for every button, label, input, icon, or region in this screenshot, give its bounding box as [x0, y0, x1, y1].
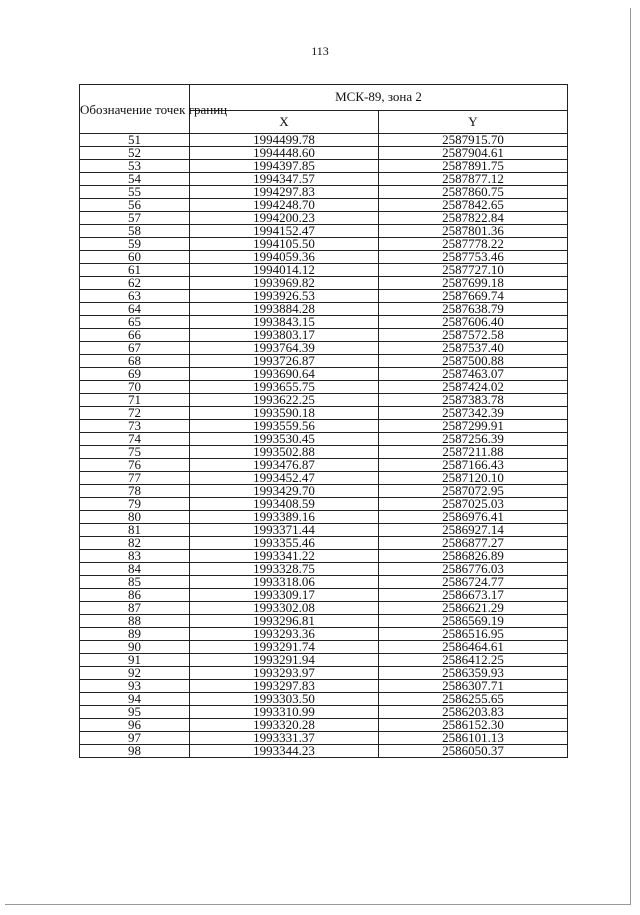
point-number-cell: 81: [80, 524, 190, 537]
point-number-cell: 72: [80, 407, 190, 420]
point-number-cell: 98: [80, 745, 190, 758]
y-coordinate-cell: 2587463.07: [379, 368, 568, 381]
x-coordinate-cell: 1993764.39: [190, 342, 379, 355]
x-coordinate-cell: 1993303.50: [190, 693, 379, 706]
y-coordinate-cell: 2587727.10: [379, 264, 568, 277]
x-coordinate-cell: 1993320.28: [190, 719, 379, 732]
x-coordinate-cell: 1994397.85: [190, 160, 379, 173]
x-coordinate-cell: 1994347.57: [190, 173, 379, 186]
point-number-cell: 61: [80, 264, 190, 277]
table-body: [80, 134, 568, 758]
y-coordinate-cell: 2587822.84: [379, 212, 568, 225]
y-coordinate-cell: 2587915.70: [379, 134, 568, 147]
y-column-header: Y: [379, 110, 568, 133]
x-coordinate-cell: 1993590.18: [190, 407, 379, 420]
point-number-cell: 59: [80, 238, 190, 251]
point-number-cell: 69: [80, 368, 190, 381]
x-coordinate-cell: 1993371.44: [190, 524, 379, 537]
x-coordinate-cell: 1993328.75: [190, 563, 379, 576]
y-coordinate-cell: 2587383.78: [379, 394, 568, 407]
point-number-cell: 70: [80, 381, 190, 394]
y-coordinate-cell: 2586152.30: [379, 719, 568, 732]
x-coordinate-cell: 1994059.36: [190, 251, 379, 264]
point-number-cell: 95: [80, 706, 190, 719]
point-number-cell: 93: [80, 680, 190, 693]
y-coordinate-cell: 2586621.29: [379, 602, 568, 615]
y-coordinate-cell: 2586976.41: [379, 511, 568, 524]
y-coordinate-cell: 2587166.43: [379, 459, 568, 472]
x-coordinate-cell: 1993291.74: [190, 641, 379, 654]
table-row: [80, 745, 568, 758]
point-number-cell: 85: [80, 576, 190, 589]
point-number-cell: 57: [80, 212, 190, 225]
point-number-cell: 71: [80, 394, 190, 407]
point-number-cell: 88: [80, 615, 190, 628]
y-coordinate-cell: 2587500.88: [379, 355, 568, 368]
x-coordinate-cell: 1993408.59: [190, 498, 379, 511]
point-number-cell: 83: [80, 550, 190, 563]
x-coordinate-cell: 1993341.22: [190, 550, 379, 563]
x-coordinate-cell: 1993296.81: [190, 615, 379, 628]
y-coordinate-cell: 2586464.61: [379, 641, 568, 654]
x-coordinate-cell: 1993291.94: [190, 654, 379, 667]
point-number-cell: 68: [80, 355, 190, 368]
y-coordinate-cell: 2587778.22: [379, 238, 568, 251]
y-coordinate-cell: 2587606.40: [379, 316, 568, 329]
x-coordinate-cell: 1993476.87: [190, 459, 379, 472]
y-coordinate-cell: 2586673.17: [379, 589, 568, 602]
point-number-cell: 96: [80, 719, 190, 732]
point-number-cell: 94: [80, 693, 190, 706]
x-coordinate-cell: 1993293.97: [190, 667, 379, 680]
y-coordinate-cell: 2586203.83: [379, 706, 568, 719]
x-coordinate-cell: 1993559.56: [190, 420, 379, 433]
y-coordinate-cell: 2587424.02: [379, 381, 568, 394]
point-number-cell: 51: [80, 134, 190, 147]
y-coordinate-cell: 2587842.65: [379, 199, 568, 212]
point-number-cell: 64: [80, 303, 190, 316]
point-number-cell: 89: [80, 628, 190, 641]
y-coordinate-cell: 2586776.03: [379, 563, 568, 576]
x-coordinate-cell: 1993803.17: [190, 329, 379, 342]
point-number-cell: 92: [80, 667, 190, 680]
point-number-cell: 58: [80, 225, 190, 238]
x-coordinate-cell: 1994499.78: [190, 134, 379, 147]
y-coordinate-cell: 2587572.58: [379, 329, 568, 342]
y-coordinate-cell: 2586359.93: [379, 667, 568, 680]
x-coordinate-cell: 1994448.60: [190, 147, 379, 160]
y-coordinate-cell: 2587860.75: [379, 186, 568, 199]
y-coordinate-cell: 2587669.74: [379, 290, 568, 303]
point-number-cell: 79: [80, 498, 190, 511]
y-coordinate-cell: 2587699.18: [379, 277, 568, 290]
x-coordinate-cell: 1994105.50: [190, 238, 379, 251]
point-number-cell: 90: [80, 641, 190, 654]
page-number: 113: [311, 44, 329, 58]
x-coordinate-cell: 1993344.23: [190, 745, 379, 758]
x-coordinate-cell: 1993355.46: [190, 537, 379, 550]
x-coordinate-cell: 1993502.88: [190, 446, 379, 459]
x-coordinate-cell: 1994014.12: [190, 264, 379, 277]
point-number-cell: 52: [80, 147, 190, 160]
x-coordinate-cell: 1994152.47: [190, 225, 379, 238]
y-coordinate-cell: 2587342.39: [379, 407, 568, 420]
point-number-cell: 77: [80, 472, 190, 485]
points-column-header: Обозначение точек границ: [80, 85, 190, 134]
point-number-cell: 87: [80, 602, 190, 615]
point-number-cell: 54: [80, 173, 190, 186]
point-number-cell: 86: [80, 589, 190, 602]
y-coordinate-cell: 2587072.95: [379, 485, 568, 498]
y-coordinate-cell: 2587904.61: [379, 147, 568, 160]
x-coordinate-cell: 1993690.64: [190, 368, 379, 381]
y-coordinate-cell: 2587877.12: [379, 173, 568, 186]
y-coordinate-cell: 2586927.14: [379, 524, 568, 537]
y-coordinate-cell: 2586050.37: [379, 745, 568, 758]
y-coordinate-cell: 2587299.91: [379, 420, 568, 433]
point-number-cell: 60: [80, 251, 190, 264]
point-number-cell: 75: [80, 446, 190, 459]
x-coordinate-cell: 1993310.99: [190, 706, 379, 719]
x-coordinate-cell: 1993655.75: [190, 381, 379, 394]
x-coordinate-cell: 1993293.36: [190, 628, 379, 641]
point-number-cell: 62: [80, 277, 190, 290]
x-coordinate-cell: 1993389.16: [190, 511, 379, 524]
x-coordinate-cell: 1993843.15: [190, 316, 379, 329]
x-coordinate-cell: 1993318.06: [190, 576, 379, 589]
y-coordinate-cell: 2586569.19: [379, 615, 568, 628]
coordinates-table: [79, 84, 568, 758]
y-coordinate-cell: 2587025.03: [379, 498, 568, 511]
point-number-cell: 55: [80, 186, 190, 199]
point-number-cell: 67: [80, 342, 190, 355]
x-coordinate-cell: 1993530.45: [190, 433, 379, 446]
y-coordinate-cell: 2587753.46: [379, 251, 568, 264]
point-number-cell: 78: [80, 485, 190, 498]
x-coordinate-cell: 1993309.17: [190, 589, 379, 602]
point-number-cell: 63: [80, 290, 190, 303]
point-number-cell: 80: [80, 511, 190, 524]
y-coordinate-cell: 2586307.71: [379, 680, 568, 693]
point-number-cell: 65: [80, 316, 190, 329]
coordinate-system-header: МСК-89, зона 2: [190, 85, 568, 111]
x-column-header: X: [190, 110, 379, 133]
x-coordinate-cell: 1993331.37: [190, 732, 379, 745]
x-coordinate-cell: 1993297.83: [190, 680, 379, 693]
y-coordinate-cell: 2587211.88: [379, 446, 568, 459]
x-coordinate-cell: 1993452.47: [190, 472, 379, 485]
y-coordinate-cell: 2587638.79: [379, 303, 568, 316]
y-coordinate-cell: 2586412.25: [379, 654, 568, 667]
y-coordinate-cell: 2587120.10: [379, 472, 568, 485]
y-coordinate-cell: 2586724.77: [379, 576, 568, 589]
y-coordinate-cell: 2587801.36: [379, 225, 568, 238]
point-number-cell: 91: [80, 654, 190, 667]
x-coordinate-cell: 1994248.70: [190, 199, 379, 212]
point-number-cell: 73: [80, 420, 190, 433]
y-coordinate-cell: 2587256.39: [379, 433, 568, 446]
x-coordinate-cell: 1993969.82: [190, 277, 379, 290]
x-coordinate-cell: 1993302.08: [190, 602, 379, 615]
y-coordinate-cell: 2586516.95: [379, 628, 568, 641]
point-number-cell: 84: [80, 563, 190, 576]
y-coordinate-cell: 2586101.13: [379, 732, 568, 745]
x-coordinate-cell: 1993884.28: [190, 303, 379, 316]
x-coordinate-cell: 1993726.87: [190, 355, 379, 368]
y-coordinate-cell: 2586826.89: [379, 550, 568, 563]
x-coordinate-cell: 1994200.23: [190, 212, 379, 225]
point-number-cell: 56: [80, 199, 190, 212]
point-number-cell: 66: [80, 329, 190, 342]
x-coordinate-cell: 1993622.25: [190, 394, 379, 407]
point-number-cell: 82: [80, 537, 190, 550]
y-coordinate-cell: 2587891.75: [379, 160, 568, 173]
x-coordinate-cell: 1993926.53: [190, 290, 379, 303]
point-number-cell: 76: [80, 459, 190, 472]
y-coordinate-cell: 2587537.40: [379, 342, 568, 355]
y-coordinate-cell: 2586255.65: [379, 693, 568, 706]
x-coordinate-cell: 1993429.70: [190, 485, 379, 498]
y-coordinate-cell: 2586877.27: [379, 537, 568, 550]
point-number-cell: 97: [80, 732, 190, 745]
point-number-cell: 53: [80, 160, 190, 173]
x-coordinate-cell: 1994297.83: [190, 186, 379, 199]
point-number-cell: 74: [80, 433, 190, 446]
